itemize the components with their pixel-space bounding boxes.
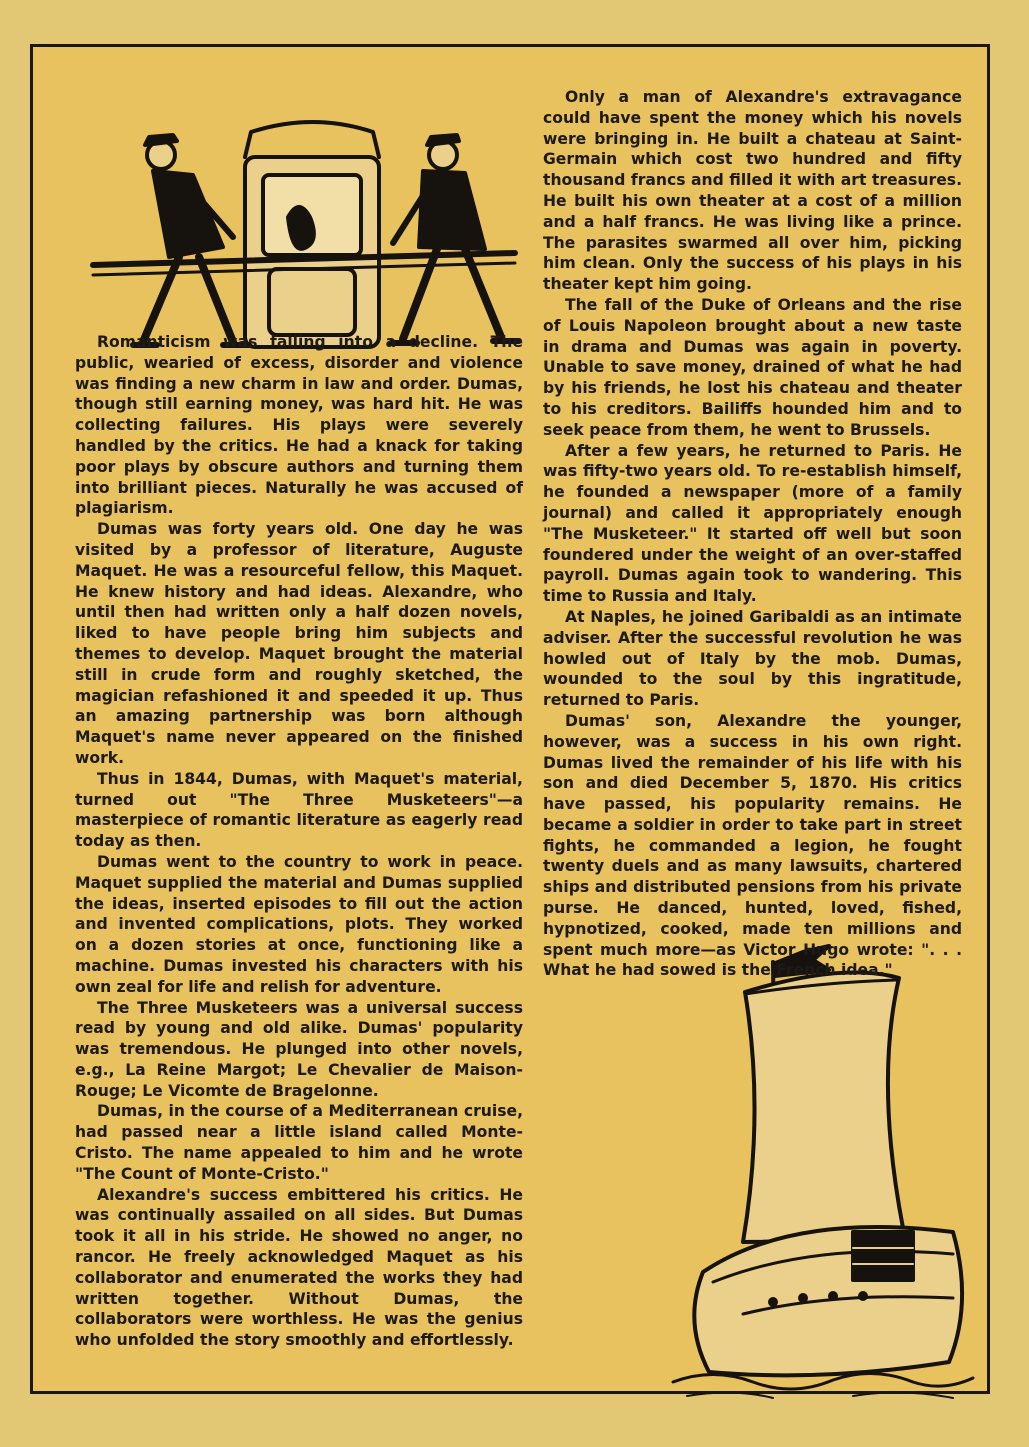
paragraph: Only a man of Alexandre's extravagance could have spent the money which his novels were bringing in. He built a chateau at Saint-Germain which cost two hundred and fifty thousand francs and filled it with art treasures. He built his own theater at a cost of a million and a half francs. He was living like a prince. The parasites swarmed all over him, picking him clean. Only the success of his plays in his theater kept him going. — [543, 88, 962, 294]
paragraph: Dumas, in the course of a Mediterranean cruise, had passed near a little island called Monte-Cristo. The name appealed to him and he wrote "The Count of Monte-Cristo." — [75, 1102, 523, 1183]
left-text-column — [75, 332, 523, 1351]
paragraph: Alexandre's success embittered his critics. He was continually assailed on all sides. But Dumas took it all in his stride. He showed no anger, no rancor. He freely acknowledged Maquet as his collaborator and enumerated the works they had written together. Without Dumas, the collaborators were worthless. He was the genius who unfolded the story smoothly and effortlessly. — [75, 1185, 523, 1350]
paragraph: After a few years, he returned to Paris. He was fifty-two years old. To re-establish himself, he founded a newspaper (more of a family journal) and called it appropriately enough "The Musketeer." It started off well but soon foundered under the weight of an over-staffed payroll. Dumas again took to wandering. This time to Russia and Italy. — [543, 441, 962, 606]
right-text-column — [543, 87, 962, 981]
sedan-chair-porters-illustration — [73, 97, 535, 365]
paragraph: Dumas' son, Alexandre the younger, however, was a success in his own right. Dumas lived the remainder of his life with his son and died December 5, 1870. His critics have passed, his popularity remains. He became a soldier in order to take part in street fights, he commanded a legion, he fought twenty duels and as many lawsuits, chartered ships and distributed pensions from his private purse. He danced, hunted, loved, fished, hypnotized, cooked, made ten millions and spent much more—as Victor Hugo wrote: ". . . What he had sowed is the French idea." — [543, 711, 962, 980]
sailing-ship-illustration — [653, 942, 983, 1402]
paragraph: The fall of the Duke of Orleans and the rise of Louis Napoleon brought about a new taste in drama and Dumas was again in poverty. Unable to save money, drained of what he had by his friends, he lost his chateau and theater to his creditors. Bailiffs hounded him and to seek peace from them, he went to Brussels. — [543, 295, 962, 439]
paragraph: Dumas went to the country to work in peace. Maquet supplied the material and Dumas supplied the ideas, inserted episodes to fill out the action and invented complications, plots. They worked on a dozen stories at once, functioning like a machine. Dumas invested his characters with his own zeal for life and relish for adventure. — [75, 852, 523, 996]
paragraph: Dumas was forty years old. One day he was visited by a professor of literature, Auguste Maquet. He was a resourceful fellow, this Maquet. He knew history and had ideas. Alexandre, who until then had written only a half dozen novels, liked to have people bring him subjects and themes to develop. Maquet brought the material still in crude form and roughly sketched, the magician refashioned it and speeded it up. Thus an amazing partnership was born although Maquet's name never appeared on the finished work. — [75, 520, 523, 767]
paragraph: Romanticism was falling into a decline. The public, wearied of excess, disorder and violence was finding a new charm in law and order. Dumas, though still earning money, was hard hit. He was collecting failures. His plays were severely handled by the critics. He had a knack for taking poor plays by obscure authors and turning them into brilliant pieces. Naturally he was accused of plagiarism. — [75, 333, 523, 518]
paragraph: Thus in 1844, Dumas, with Maquet's material, turned out "The Three Musketeers"—a masterpiece of romantic literature as eagerly read today as then. — [75, 769, 523, 851]
page-frame — [30, 44, 990, 1394]
paragraph: At Naples, he joined Garibaldi as an intimate adviser. After the successful revolution he was howled out of Italy by the mob. Dumas, wounded to the soul by this ingratitude, returned to Paris. — [543, 607, 962, 710]
paragraph: The Three Musketeers was a universal success read by young and old alike. Dumas' popularity was tremendous. He plunged into other novels, e.g., La Reine Margot; Le Chevalier de Maison-Rouge; Le Vicomte de Bragelonne. — [75, 998, 523, 1100]
